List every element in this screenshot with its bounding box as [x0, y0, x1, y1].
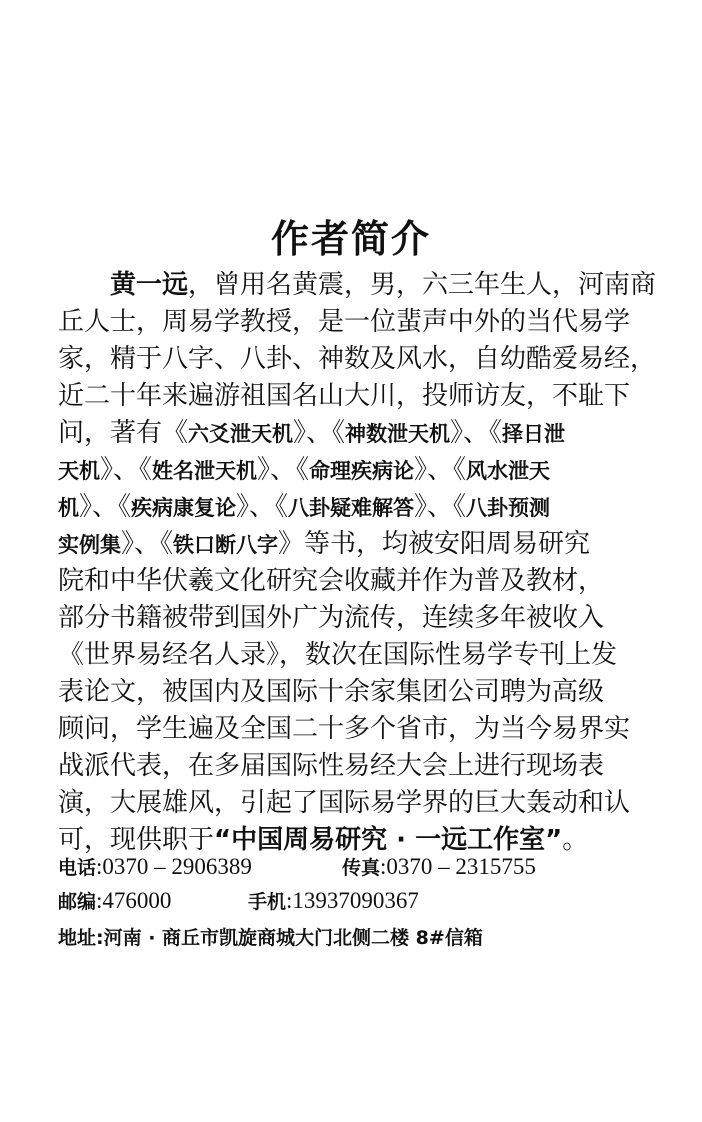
bio-text: 》、《	[450, 418, 503, 448]
bio-line-10: 部分书籍被带到国外广为流传，连续多年被收入	[58, 603, 605, 633]
bio-text: 》、《	[414, 492, 467, 522]
book-title: 机	[58, 496, 79, 520]
book-title: 实例集	[58, 533, 121, 557]
book-title: 八卦预测	[466, 496, 551, 520]
contact-phone-row	[58, 853, 252, 880]
bio-text: 》等书，均被安阳周易研究	[278, 529, 591, 559]
bio-line-9: 院和中华伏羲文化研究会收藏并作为普及教材，	[58, 566, 605, 596]
address-label: 地址	[58, 927, 97, 949]
address-value: :河南 · 商丘市凯旋商城大门北侧二楼 8#信箱	[96, 927, 483, 949]
bio-line-14: 战派代表，在多届国际性易经大会上进行现场表	[58, 751, 605, 781]
phone-label: 电话	[58, 857, 97, 879]
bio-line-1	[110, 270, 656, 300]
bio-line-5	[58, 418, 565, 449]
bio-text: 》、《	[236, 492, 289, 522]
book-title: 神数泄天机	[345, 422, 451, 446]
contact-address-row	[58, 923, 483, 950]
book-title: 疾病康复论	[131, 496, 237, 520]
bio-line-4: 近二十年来遍游祖国名山大川，投师访友，不耻下	[58, 381, 631, 411]
contact-zip-row	[58, 887, 171, 914]
bio-line-13: 顾问，学生遍及全国二十多个省市，为当今易界实	[58, 714, 631, 744]
bio-text: 可，现供职于	[58, 825, 215, 855]
book-title: 天机	[58, 459, 100, 483]
bio-text: 》、《	[121, 529, 174, 559]
fax-label: 传真	[342, 857, 381, 879]
bio-text: 》、《	[414, 455, 467, 485]
studio-name: “中国周易研究 · 一远工作室”	[214, 825, 563, 855]
bio-text: 》、《	[257, 455, 310, 485]
author-name: 黄一远	[110, 270, 189, 300]
bio-text: 》、《	[293, 418, 346, 448]
book-title: 八卦疑难解答	[288, 496, 415, 520]
bio-line-11: 《世界易经名人录》，数次在国际性易学专刊上发	[58, 640, 618, 670]
bio-text: 》、《	[79, 492, 132, 522]
book-title: 择日泄	[502, 422, 566, 446]
fax-value: :0370 – 2315755	[380, 854, 536, 879]
book-title: 铁口断八字	[173, 533, 279, 557]
mobile-value: :13937090367	[286, 888, 419, 913]
page-title: 作者简介	[270, 216, 431, 261]
zip-label: 邮编	[58, 891, 97, 913]
bio-line-12: 表论文，被国内及国际十余家集团公司聘为高级	[58, 677, 605, 707]
bio-text: 》、《	[100, 455, 153, 485]
bio-text: 问，著有《	[58, 418, 189, 448]
bio-line-3: 家，精于八字、八卦、神数及风水，自幼酷爱易经，	[58, 344, 657, 374]
bio-line-7	[58, 492, 550, 523]
contact-mobile-row	[248, 887, 419, 914]
bio-line-15: 演，大展雄风，引起了国际易学界的巨大轰动和认	[58, 788, 631, 818]
phone-value: :0370 – 2906389	[96, 854, 252, 879]
bio-text: 。	[562, 825, 589, 855]
mobile-label: 手机	[248, 891, 287, 913]
contact-fax-row	[342, 853, 536, 880]
bio-text: ，曾用名黄震，男，六三年生人，河南商	[188, 270, 657, 300]
book-title: 姓名泄天机	[152, 459, 258, 483]
bio-line-8	[58, 529, 590, 560]
bio-line-6	[58, 455, 550, 486]
book-title: 命理疾病论	[309, 459, 415, 483]
bio-line-16	[58, 825, 588, 855]
book-title: 六爻泄天机	[188, 422, 294, 446]
zip-value: :476000	[96, 888, 172, 913]
book-title: 风水泄天	[466, 459, 551, 483]
bio-line-2: 丘人士，周易学教授，是一位蜚声中外的当代易学	[58, 307, 631, 337]
